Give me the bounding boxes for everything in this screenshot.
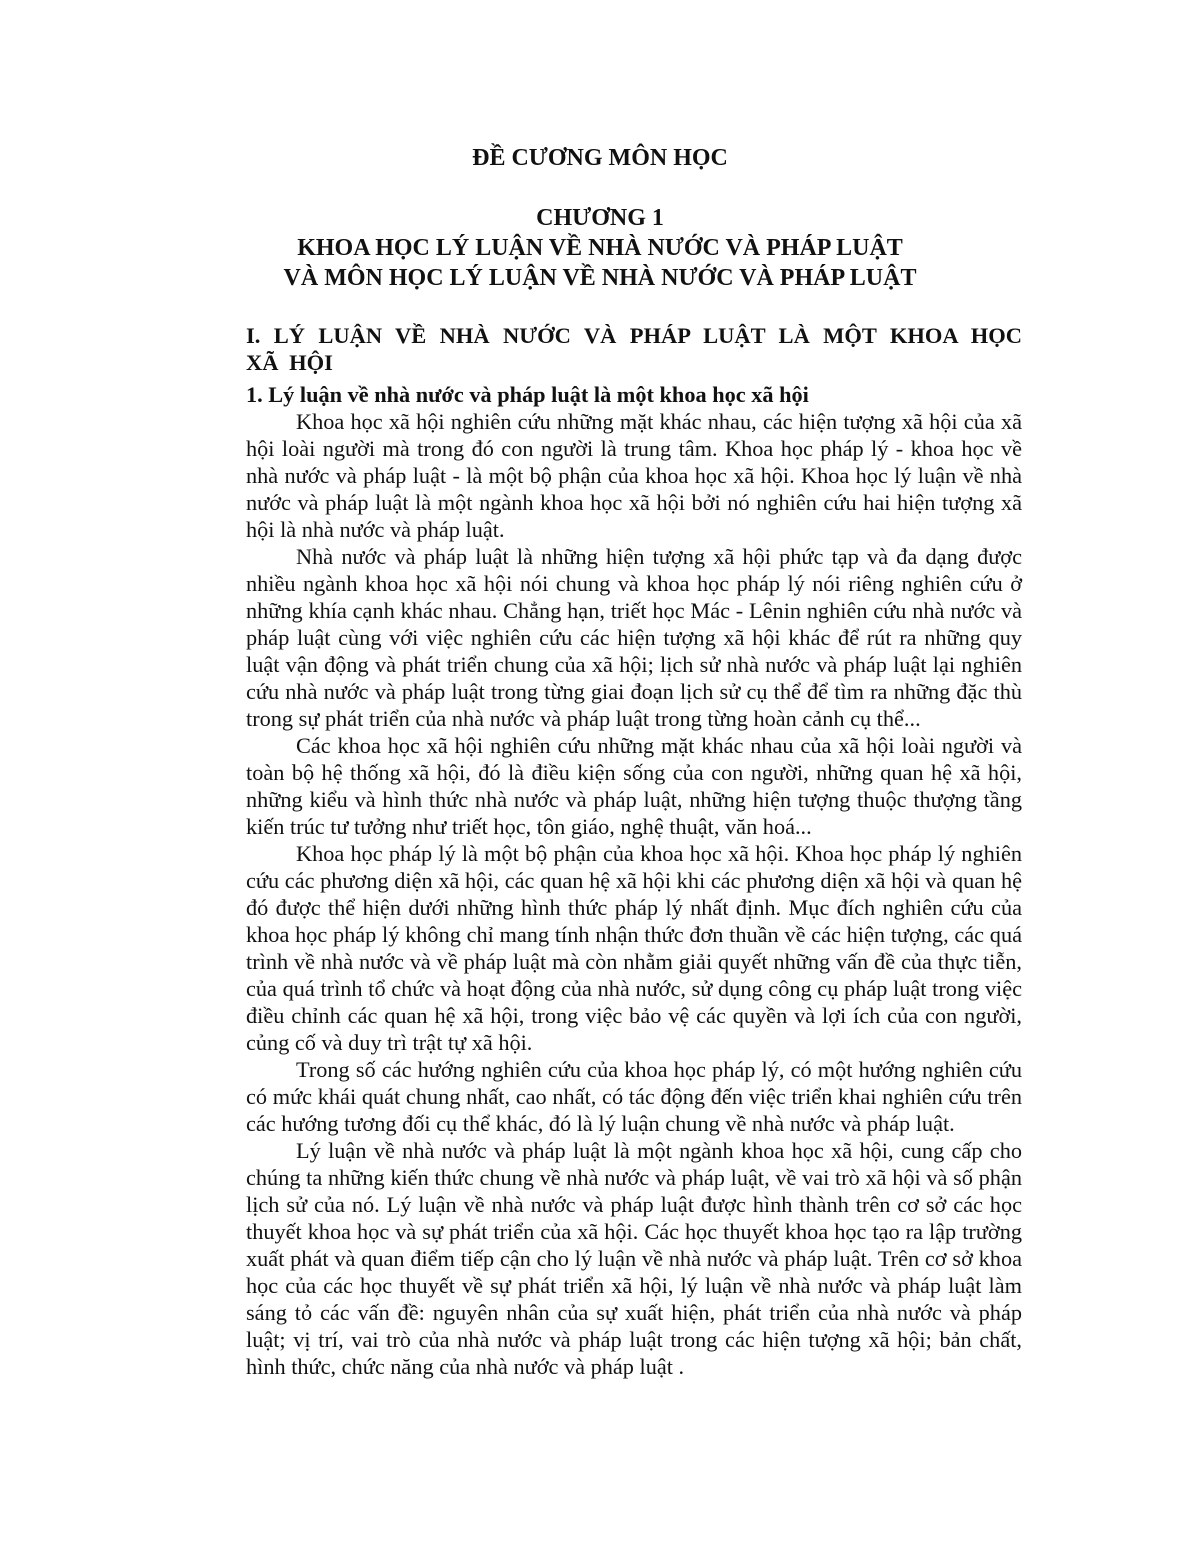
paragraph: Nhà nước và pháp luật là những hiện tượng xã hội phức tạp và đa dạng được nhiều ngành khoa học xã hội nói chung và khoa học pháp lý nói riêng nghiên cứu ở những khía cạnh khác nhau. Chẳng hạn, triết học Mác - Lênin nghiên cứu nhà nước và pháp luật cùng với việc nghiên cứu các hiện tượng xã hội khác để rút ra những quy luật vận động và phát triển chung của xã hội; lịch sử nhà nước và pháp luật lại nghiên cứu nhà nước và pháp luật trong từng giai đoạn lịch sử cụ thể để tìm ra những đặc thù trong sự phát triển của nhà nước và pháp luật trong từng hoàn cảnh cụ thể... [246, 544, 1022, 731]
paragraph: Các khoa học xã hội nghiên cứu những mặt khác nhau của xã hội loài người và toàn bộ hệ thống xã hội, đó là điều kiện sống của con người, những quan hệ xã hội, những kiểu và hình thức nhà nước và pháp luật, những hiện tượng thuộc thượng tầng kiến trúc tư tưởng như triết học, tôn giáo, nghệ thuật, văn hoá... [246, 733, 1022, 839]
chapter-heading [0, 203, 1200, 293]
chapter-number: CHƯƠNG 1 [536, 205, 664, 231]
subsection-heading: 1. Lý luận về nhà nước và pháp luật là một khoa học xã hội [246, 382, 809, 407]
paragraph: Khoa học xã hội nghiên cứu những mặt khác nhau, các hiện tượng xã hội của xã hội loài người mà trong đó con người là trung tâm. Khoa học pháp lý - khoa học về nhà nước và pháp luật - là một bộ phận của khoa học xã hội. Khoa học lý luận về nhà nước và pháp luật là một ngành khoa học xã hội bởi nó nghiên cứu hai hiện tượng xã hội là nhà nước và pháp luật. [246, 409, 1022, 542]
paragraph: Lý luận về nhà nước và pháp luật là một ngành khoa học xã hội, cung cấp cho chúng ta những kiến thức chung về nhà nước và pháp luật, về vai trò xã hội và số phận lịch sử của nó. Lý luận về nhà nước và pháp luật được hình thành trên cơ sở các học thuyết khoa học và sự phát triển của xã hội. Các học thuyết khoa học tạo ra lập trường xuất phát và quan điểm tiếp cận cho lý luận về nhà nước và pháp luật. Trên cơ sở khoa học của các học thuyết về sự phát triển xã hội, lý luận về nhà nước và pháp luật làm sáng tỏ các vấn đề: nguyên nhân của sự xuất hiện, phát triển của nhà nước và pháp luật; vị trí, vai trò của nhà nước và pháp luật trong các hiện tượng xã hội; bản chất, hình thức, chức năng của nhà nước và pháp luật . [246, 1138, 1022, 1379]
chapter-title-line-1: KHOA HỌC LÝ LUẬN VỀ NHÀ NƯỚC VÀ PHÁP LUẬT [297, 235, 903, 261]
chapter-title-line-2: VÀ MÔN HỌC LÝ LUẬN VỀ NHÀ NƯỚC VÀ PHÁP LUẬT [283, 265, 917, 291]
document-title: ĐỀ CƯƠNG MÔN HỌC [472, 145, 728, 171]
section-heading: I. LÝ LUẬN VỀ NHÀ NƯỚC VÀ PHÁP LUẬT LÀ MỘT KHOA HỌC XÃ HỘI [246, 323, 1022, 375]
paragraph: Khoa học pháp lý là một bộ phận của khoa học xã hội. Khoa học pháp lý nghiên cứu các phương diện xã hội, các quan hệ xã hội khi các phương diện xã hội và quan hệ đó được thể hiện dưới những hình thức pháp lý nhất định. Mục đích nghiên cứu của khoa học pháp lý không chỉ mang tính nhận thức đơn thuần về các hiện tượng, các quá trình về nhà nước và về pháp luật mà còn nhằm giải quyết những vấn đề của thực tiễn, của quá trình tổ chức và hoạt động của nhà nước, sử dụng công cụ pháp luật trong việc điều chỉnh các quan hệ xã hội, trong việc bảo vệ các quyền và lợi ích của con người, củng cố và duy trì trật tự xã hội. [246, 841, 1022, 1055]
paragraph: Trong số các hướng nghiên cứu của khoa học pháp lý, có một hướng nghiên cứu có mức khái quát chung nhất, cao nhất, có tác động đến việc triển khai nghiên cứu trên các hướng tương đối cụ thể khác, đó là lý luận chung về nhà nước và pháp luật. [246, 1057, 1022, 1136]
document-body [246, 322, 1022, 1380]
